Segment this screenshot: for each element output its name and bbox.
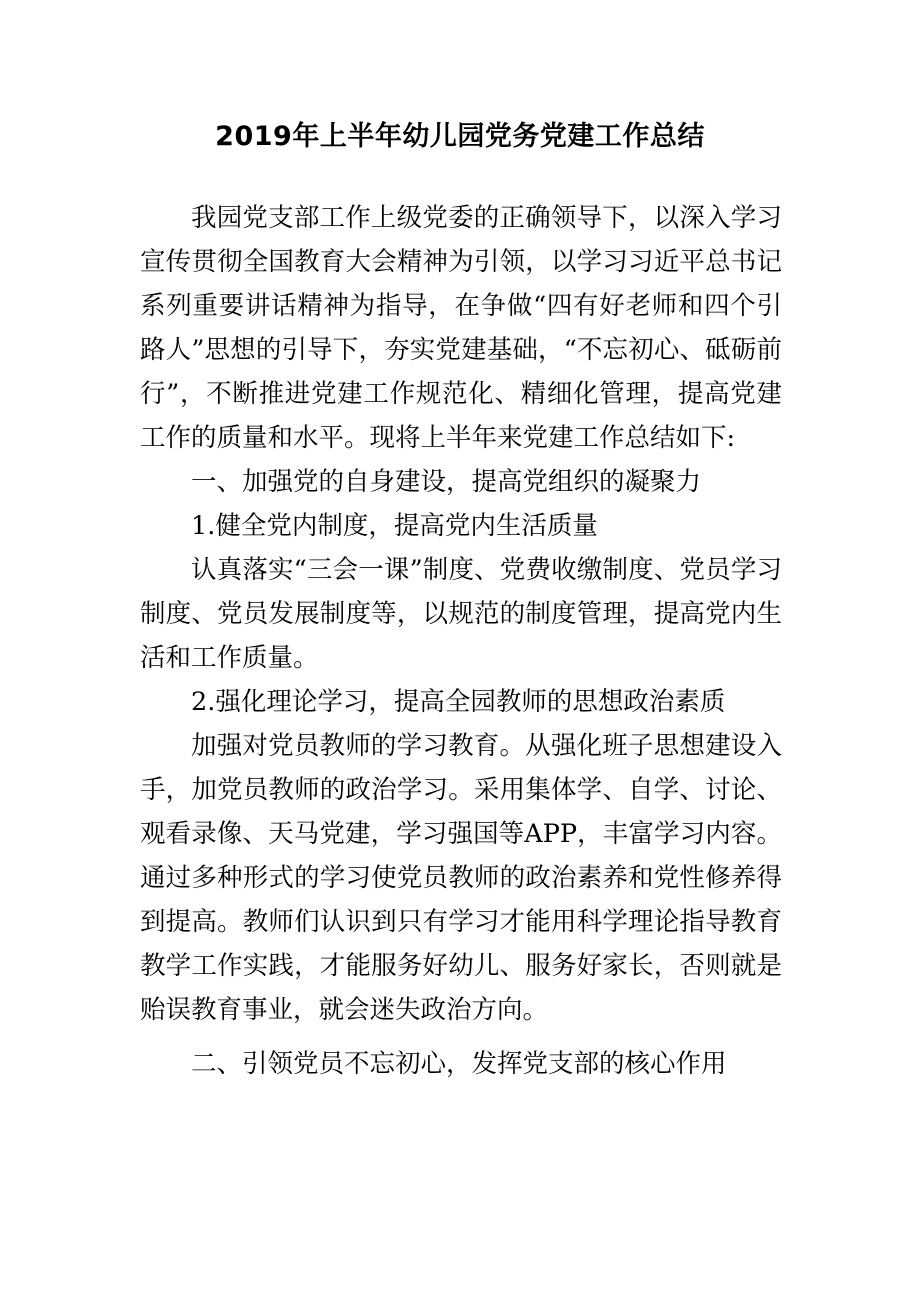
item-2-heading: 2.强化理论学习，提高全园教师的思想政治素质 [191,687,726,717]
document-title: 2019年上半年幼儿园党务党建工作总结 [215,121,705,152]
document-body [140,196,782,1086]
section-2-heading: 二、引领党员不忘初心，发挥党支部的核心作用 [191,1049,727,1079]
intro-paragraph: 我园党支部工作上级党委的正确领导下，以深入学习宣传贯彻全国教育大会精神为引领，以学习习近平总书记系列重要讲话精神为指导，在争做“四有好老师和四个引路人”思想的引导下，夯实党建基础，“不忘初心、砥砺前行”，不断推进党建工作规范化、精细化管理，提高党建工作的质量和水平。现将上半年来党建工作总结如下: [140,203,782,453]
item-2-paragraph: 加强对党员教师的学习教育。从强化班子思想建设入手，加党员教师的政治学习。采用集体学、自学、讨论、观看录像、天马党建，学习强国等APP，丰富学习内容。通过多种形式的学习使党员教师的政治素养和党性修养得到提高。教师们认识到只有学习才能用科学理论指导教育教学工作实践，才能服务好幼儿、服务好家长，否则就是贻误教育事业，就会迷失政治方向。 [140,731,782,1025]
item-1-paragraph: 认真落实“三会一课”制度、党费收缴制度、党员学习制度、党员发展制度等，以规范的制度管理，提高党内生活和工作质量。 [140,555,782,673]
section-1-heading: 一、加强党的自身建设，提高党组织的凝聚力 [191,467,702,497]
item-1-heading: 1.健全党内制度，提高党内生活质量 [191,511,598,541]
